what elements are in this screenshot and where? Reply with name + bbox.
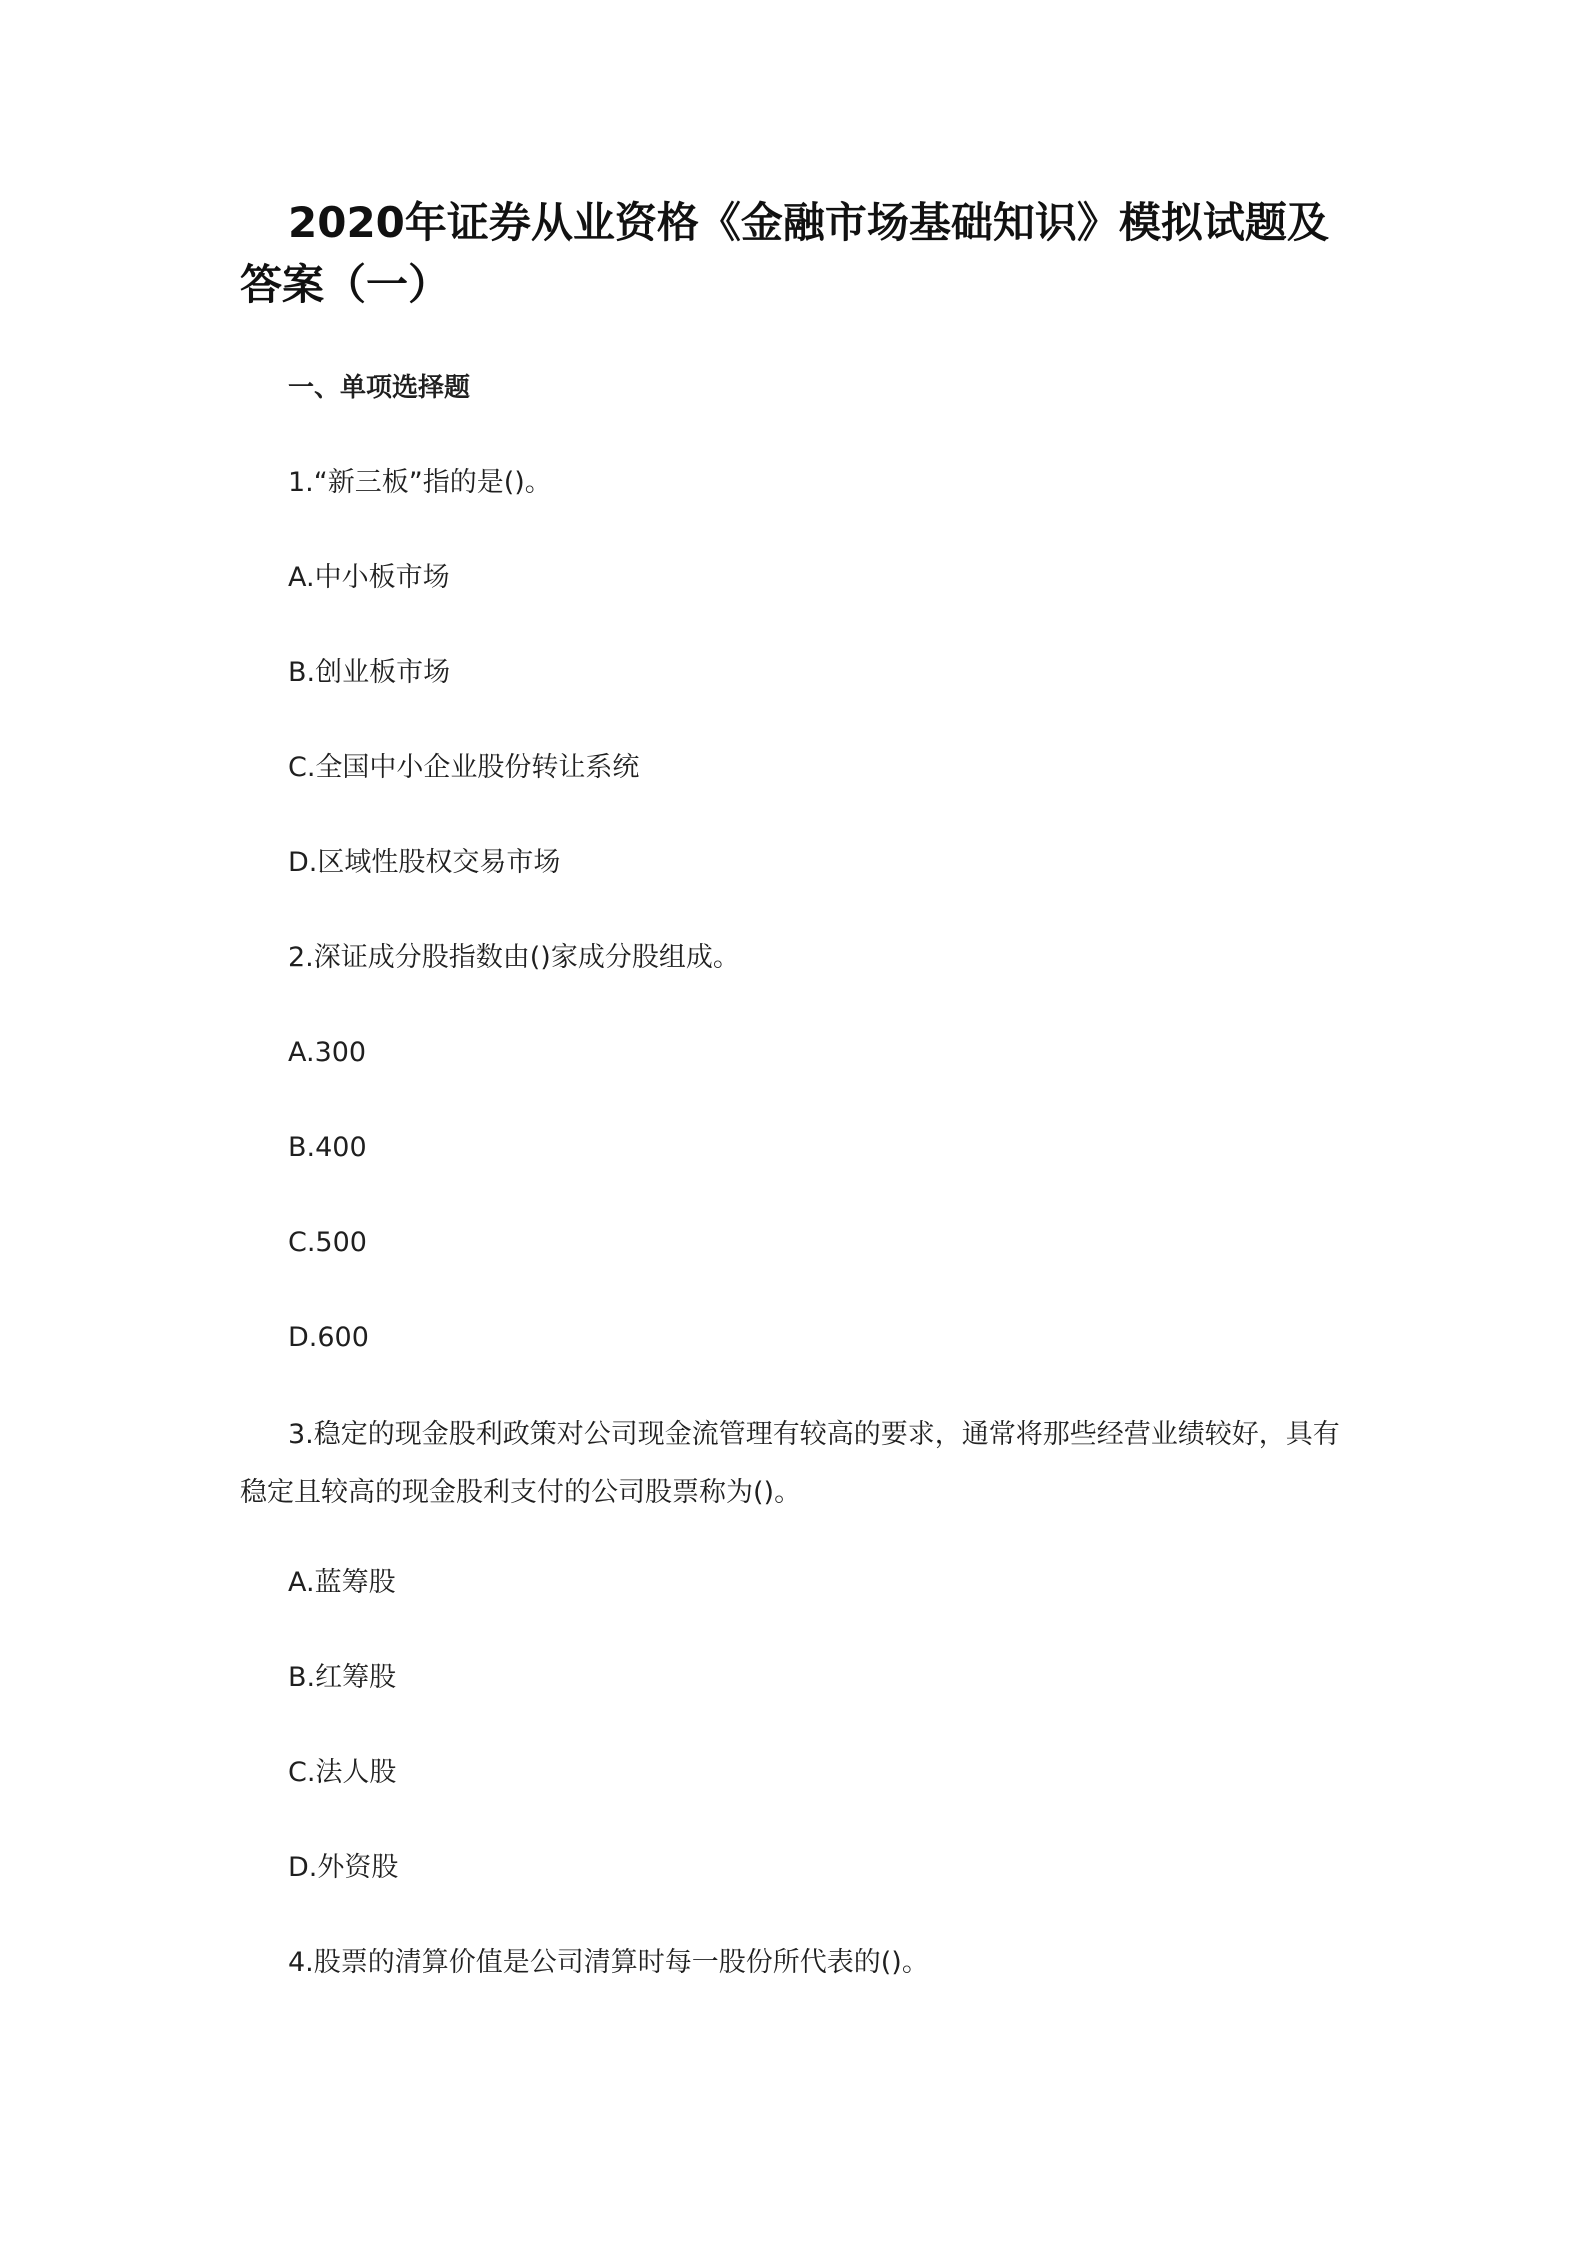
question-2-option-c: C.500 — [288, 1227, 367, 1258]
question-1-option-a: A.中小板市场 — [288, 562, 450, 593]
question-3-option-d: D.外资股 — [288, 1852, 399, 1883]
section-heading: 一、单项选择题 — [288, 373, 471, 403]
question-2-option-a: A.300 — [288, 1037, 367, 1068]
question-3-option-b: B.红筹股 — [288, 1662, 397, 1693]
question-1-stem: 1.“新三板”指的是()。 — [288, 467, 552, 498]
question-1-option-b: B.创业板市场 — [288, 657, 451, 688]
question-1-option-d: D.区域性股权交易市场 — [288, 847, 561, 878]
question-2-stem: 2.深证成分股指数由()家成分股组成。 — [288, 942, 740, 973]
document-title: 2020年证券从业资格《金融市场基础知识》模拟试题及答案（一） — [240, 198, 1329, 309]
question-2-option-b: B.400 — [288, 1132, 367, 1163]
question-3-option-c: C.法人股 — [288, 1757, 397, 1788]
question-4-stem: 4.股票的清算价值是公司清算时每一股份所代表的()。 — [288, 1947, 929, 1978]
question-2-option-d: D.600 — [288, 1322, 369, 1353]
question-1-option-c: C.全国中小企业股份转让系统 — [288, 752, 640, 783]
question-3-stem: 3.稳定的现金股利政策对公司现金流管理有较高的要求，通常将那些经营业绩较好，具有稳定且较高的现金股利支付的公司股票称为()。 — [240, 1419, 1340, 1508]
question-3-option-a: A.蓝筹股 — [288, 1567, 396, 1598]
